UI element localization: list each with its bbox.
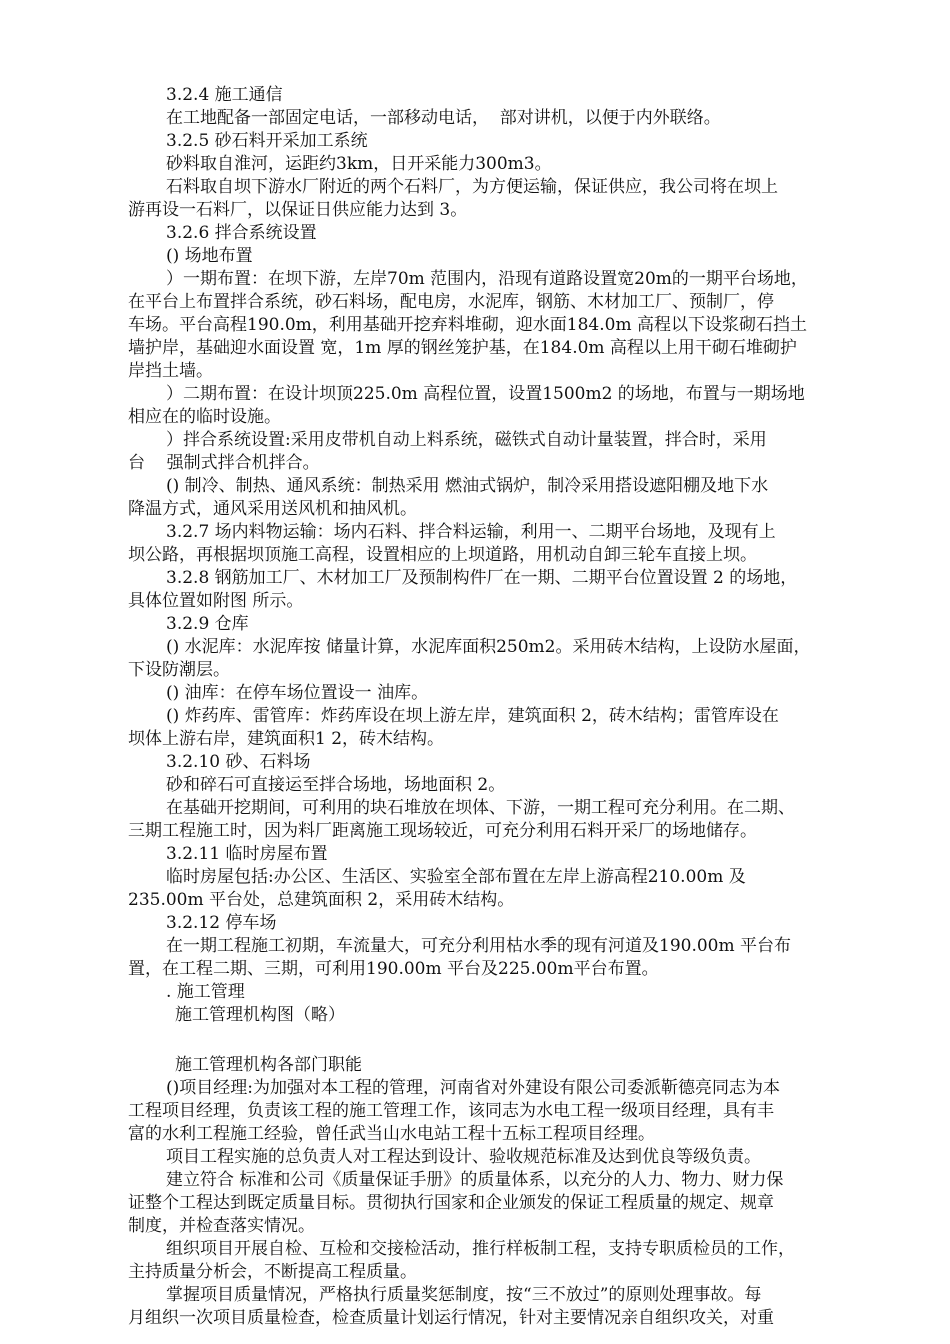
paragraph-line: 坝体上游右岸，建筑面积1 2，砖木结构。 bbox=[128, 729, 445, 749]
heading-3-2-5: 3.2.5 砂石料开采加工系统 bbox=[166, 131, 368, 151]
heading-management: . 施工管理 bbox=[166, 982, 245, 1002]
paragraph-line: () 制冷、制热、通风系统：制热采用 燃油式锅炉，制冷采用搭设遮阳棚及地下水 bbox=[166, 476, 769, 496]
paragraph-line: 石料取自坝下游水厂附近的两个石料厂，为方便运输，保证供应，我公司将在坝上 bbox=[166, 177, 778, 197]
paragraph-line: 台 强制式拌合机拌合。 bbox=[128, 453, 320, 473]
paragraph-line: () 水泥库：水泥库按 储量计算，水泥库面积250m2。采用砖木结构，上设防水屋面， bbox=[166, 637, 811, 657]
paragraph-line: 建立符合 标准和公司《质量保证手册》的质量体系，以充分的人力、物力、财力保 bbox=[166, 1170, 784, 1190]
paragraph-line: ）一期布置：在坝下游，左岸70m 范围内，沿现有道路设置宽20m的一期平台场地， bbox=[166, 269, 808, 289]
heading-3-2-10: 3.2.10 砂、石料场 bbox=[166, 752, 311, 772]
paragraph-line: 具体位置如附图 所示。 bbox=[128, 591, 304, 611]
heading-3-2-12: 3.2.12 停车场 bbox=[166, 913, 277, 933]
heading-3-2-4: 3.2.4 施工通信 bbox=[166, 85, 283, 105]
paragraph-line: 项目工程实施的总负责人对工程达到设计、验收规范标准及达到优良等级负责。 bbox=[166, 1147, 761, 1167]
paragraph-line: 游再设一石料厂，以保证日供应能力达到 3。 bbox=[128, 200, 468, 220]
paragraph-line: 掌握项目质量情况，严格执行质量奖惩制度，按“三不放过”的原则处理事故。每 bbox=[166, 1285, 762, 1305]
paragraph-line: 在平台上布置拌合系统，砂石料场，配电房，水泥库，钢筋、木材加工厂、预制厂，停 bbox=[128, 292, 774, 312]
paragraph-line: () 油库：在停车场位置设一 油库。 bbox=[166, 683, 429, 703]
paragraph-line: () 炸药库、雷管库：炸药库设在坝上游左岸，建筑面积 2，砖木结构；雷管库设在 bbox=[166, 706, 779, 726]
paragraph-line: 主持质量分析会，不断提高工程质量。 bbox=[128, 1262, 417, 1282]
paragraph-line: ）拌合系统设置:采用皮带机自动上料系统，磁铁式自动计量装置，拌合时，采用 bbox=[166, 430, 767, 450]
paragraph-line: 坝公路，再根据坝顶施工高程，设置相应的上坝道路，用机动自卸三轮车直接上坝。 bbox=[128, 545, 757, 565]
paragraph-line: 砂和碎石可直接运至拌合场地，场地面积 2。 bbox=[166, 775, 506, 795]
paragraph-line: 证整个工程达到既定质量目标。贯彻执行国家和企业颁发的保证工程质量的规定、规章 bbox=[128, 1193, 774, 1213]
paragraph-line: 临时房屋包括:办公区、生活区、实验室全部布置在左岸上游高程210.00m 及 bbox=[166, 867, 746, 887]
paragraph-line: 岸挡土墙。 bbox=[128, 361, 213, 381]
paragraph-line: 月组织一次项目质量检查，检查质量计划运行情况，针对主要情况亲自组织攻关，对重 bbox=[128, 1308, 774, 1328]
paragraph-line: 施工管理机构各部门职能 bbox=[175, 1055, 362, 1075]
paragraph-line: 三期工程施工时，因为料厂距离施工现场较近，可充分利用石料开采厂的场地储存。 bbox=[128, 821, 757, 841]
paragraph-line: ()项目经理:为加强对本工程的管理，河南省对外建设有限公司委派靳德亮同志为本 bbox=[166, 1078, 780, 1098]
heading-3-2-8: 3.2.8 钢筋加工厂、木材加工厂及预制构件厂在一期、二期平台位置设置 2 的场地， bbox=[166, 568, 798, 588]
paragraph-line: 工程项目经理，负责该工程的施工管理工作，该同志为水电工程一级项目经理，具有丰 bbox=[128, 1101, 774, 1121]
paragraph-line: 制度，并检查落实情况。 bbox=[128, 1216, 315, 1236]
paragraph-line: 富的水利工程施工经验，曾任武当山水电站工程十五标工程项目经理。 bbox=[128, 1124, 655, 1144]
paragraph-line: 下设防潮层。 bbox=[128, 660, 230, 680]
paragraph-line: 在工地配备一部固定电话，一部移动电话， 部对讲机，以便于内外联络。 bbox=[166, 108, 721, 128]
paragraph-line: ）二期布置：在设计坝顶225.0m 高程位置，设置1500m2 的场地，布置与一期场地 bbox=[166, 384, 805, 404]
paragraph-line: 车场。平台高程190.0m，利用基础开挖弃料堆砌，迎水面184.0m 高程以下设浆砌石挡土 bbox=[128, 315, 807, 335]
paragraph-line: 相应在的临时设施。 bbox=[128, 407, 281, 427]
heading-3-2-11: 3.2.11 临时房屋布置 bbox=[166, 844, 328, 864]
paragraph-line: 组织项目开展自检、互检和交接检活动，推行样板制工程，支持专职质检员的工作， bbox=[166, 1239, 795, 1259]
heading-3-2-6: 3.2.6 拌合系统设置 bbox=[166, 223, 317, 243]
paragraph-line: 在一期工程施工初期，车流量大，可充分利用枯水季的现有河道及190.00m 平台布 bbox=[166, 936, 792, 956]
paragraph-line: 235.00m 平台处，总建筑面积 2，采用砖木结构。 bbox=[128, 890, 515, 910]
paragraph-line: 降温方式，通风采用送风机和抽风机。 bbox=[128, 499, 417, 519]
paragraph-line: 施工管理机构图（略） bbox=[175, 1005, 345, 1025]
heading-3-2-7: 3.2.7 场内料物运输：场内石料、拌合料运输，利用一、二期平台场地，及现有上 bbox=[166, 522, 776, 542]
paragraph-line: () 场地布置 bbox=[166, 246, 253, 266]
paragraph-line: 墙护岸，基础迎水面设置 宽，1m 厚的钢丝笼护基，在184.0m 高程以上用干砌石堆砌护 bbox=[128, 338, 797, 358]
heading-3-2-9: 3.2.9 仓库 bbox=[166, 614, 249, 634]
paragraph-line: 在基础开挖期间，可利用的块石堆放在坝体、下游，一期工程可充分利用。在二期、 bbox=[166, 798, 795, 818]
paragraph-line: 砂料取自淮河，运距约3km，日开采能力300m3。 bbox=[166, 154, 552, 174]
paragraph-line: 置，在工程二期、三期，可利用190.00m 平台及225.00m平台布置。 bbox=[128, 959, 659, 979]
